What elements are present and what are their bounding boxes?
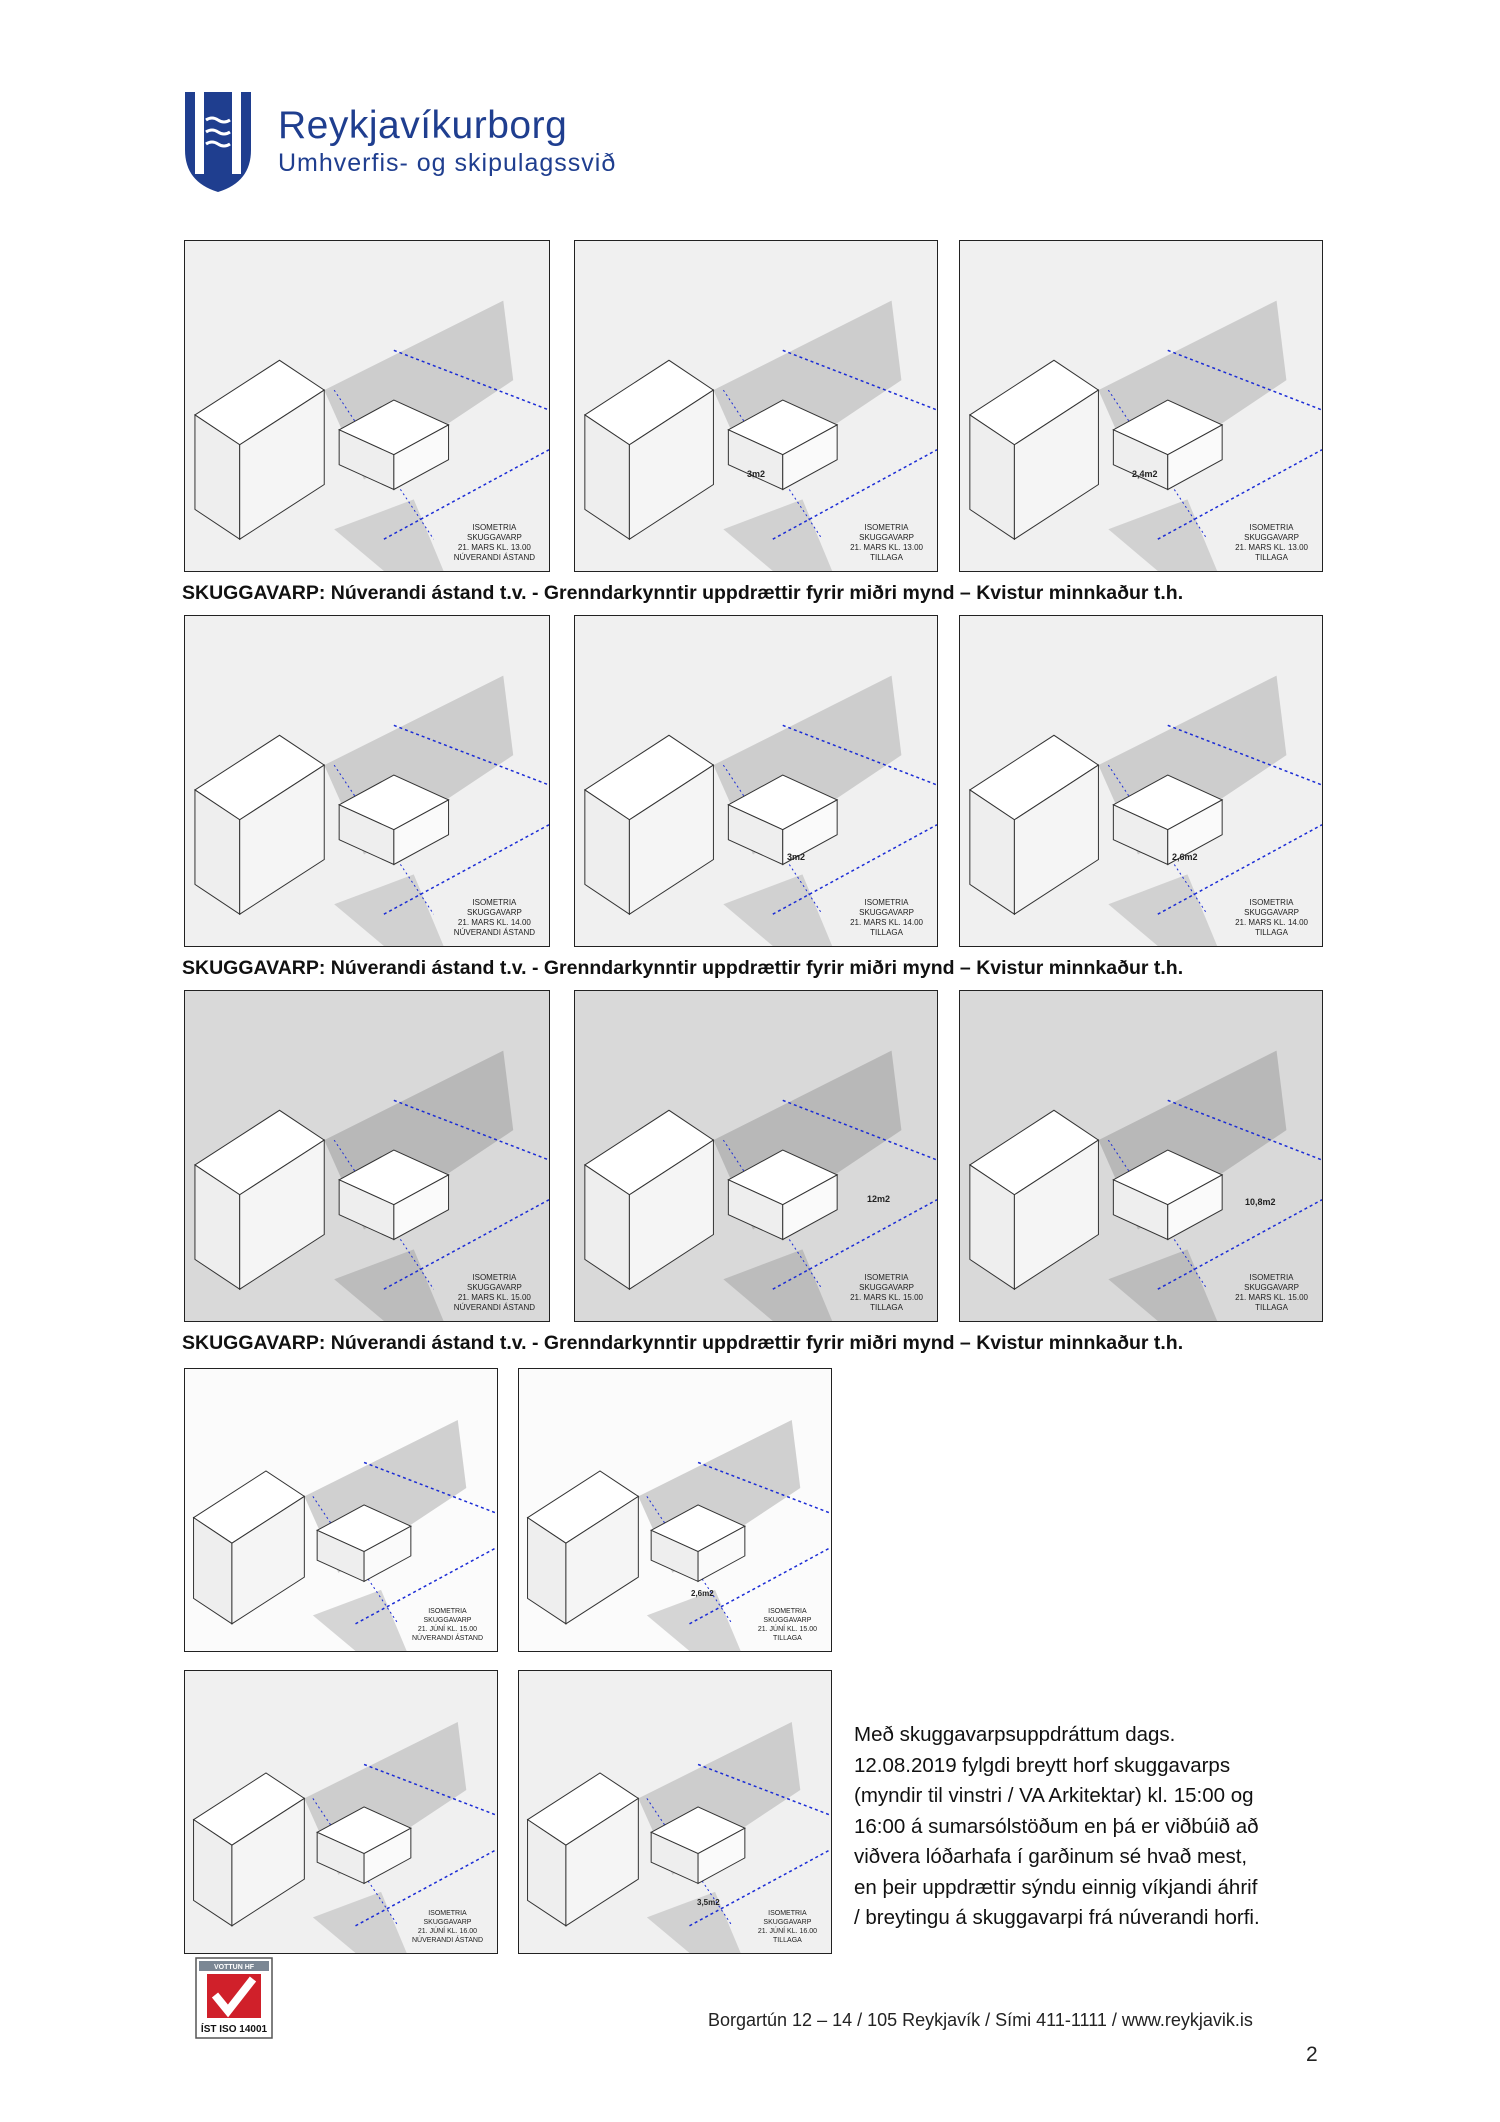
shadow-study-panel [959,615,1323,947]
shadow-study-panel [184,240,550,572]
panel-caption: ISOMETRIA SKUGGAVARP 21. MARS KL. 15.00 TILLAGA [850,1273,923,1312]
panel-caption: ISOMETRIA SKUGGAVARP 21. MARS KL. 13.00 TILLAGA [1235,523,1308,562]
page-number: 2 [1306,2043,1318,2066]
shadow-area-label: 2,6m2 [1172,852,1198,862]
explanatory-note: Með skuggavarpsuppdráttum dags. 12.08.2019 fylgdi breytt horf skuggavarps (myndir til vinstri / VA Arkitektar) kl. 15:00 og 16:00 á sumarsólstöðum en þá er viðbúið að viðvera lóðarhafa í garðinum sé hvað mest, en þeir uppdrættir sýndu einnig víkjandi áhrif / breytingu á skuggavarpi frá núverandi horfi. [854,1723,1260,1929]
shadow-study-panel [518,1670,832,1954]
department-name: Umhverfis- og skipulagssvið [278,149,617,177]
shadow-study-panel [959,240,1323,572]
panel-caption: ISOMETRIA SKUGGAVARP 21. MARS KL. 14.00 NÚVERANDI ÁSTAND [453,898,535,937]
shadow-study-panel [959,990,1323,1322]
reykjavik-coat-of-arms-logo [183,90,253,194]
shadow-study-panel [574,615,938,947]
cert-top-label: VOTTUN HF [213,1964,255,1971]
shadow-study-panel [574,240,938,572]
brand-block [278,103,616,177]
panel-caption: ISOMETRIA SKUGGAVARP 21. JÚNÍ KL. 15.00 TILLAGA [757,1608,817,1642]
panel-caption: ISOMETRIA SKUGGAVARP 21. MARS KL. 14.00 TILLAGA [1235,898,1308,937]
panel-caption: ISOMETRIA SKUGGAVARP 21. JÚNÍ KL. 16.00 NÚVERANDI ÁSTAND [411,1910,483,1944]
panel-caption: ISOMETRIA SKUGGAVARP 21. JÚNÍ KL. 15.00 NÚVERANDI ÁSTAND [411,1608,483,1642]
cert-bottom-label: ÍST ISO 14001 [200,2024,268,2035]
shadow-study-panel [184,990,550,1322]
row-caption: SKUGGAVARP: Núverandi ástand t.v. - Grenndarkynntir uppdrættir fyrir miðri mynd – Kvistur minnkaður t.h. [182,957,1184,979]
shadow-area-label: 10,8m2 [1245,1197,1276,1207]
shadow-area-label: 12m2 [867,1194,891,1204]
panel-caption: ISOMETRIA SKUGGAVARP 21. MARS KL. 14.00 TILLAGA [850,898,923,937]
shadow-study-panel [518,1368,832,1652]
org-name: Reykjavíkurborg [278,104,568,147]
shadow-study-panel [574,990,938,1322]
panel-caption: ISOMETRIA SKUGGAVARP 21. MARS KL. 13.00 TILLAGA [850,523,923,562]
panel-caption: ISOMETRIA SKUGGAVARP 21. MARS KL. 15.00 TILLAGA [1235,1273,1308,1312]
panel-caption: ISOMETRIA SKUGGAVARP 21. MARS KL. 15.00 NÚVERANDI ÁSTAND [453,1273,535,1312]
shadow-area-label: 2,6m2 [691,1589,714,1598]
panel-caption: ISOMETRIA SKUGGAVARP 21. JÚNÍ KL. 16.00 TILLAGA [757,1910,817,1944]
shadow-area-label: 2,4m2 [1132,469,1158,479]
iso-certification-badge [195,1957,273,2039]
shadow-study-panel [184,1670,498,1954]
shadow-area-label: 3m2 [747,469,766,479]
shadow-study-panel [184,1368,498,1652]
shadow-area-label: 3m2 [787,852,806,862]
row-caption: SKUGGAVARP: Núverandi ástand t.v. - Grenndarkynntir uppdrættir fyrir miðri mynd – Kvistur minnkaður t.h. [182,1332,1184,1354]
row-caption: SKUGGAVARP: Núverandi ástand t.v. - Grenndarkynntir uppdrættir fyrir miðri mynd – Kvistur minnkaður t.h. [182,582,1184,604]
footer-address: Borgartún 12 – 14 / 105 Reykjavík / Sími 411-1111 / www.reykjavik.is [708,2010,1253,2030]
shadow-study-panel [184,615,550,947]
panel-caption: ISOMETRIA SKUGGAVARP 21. MARS KL. 13.00 NÚVERANDI ÁSTAND [453,523,535,562]
shadow-area-label: 3,5m2 [697,1898,720,1907]
